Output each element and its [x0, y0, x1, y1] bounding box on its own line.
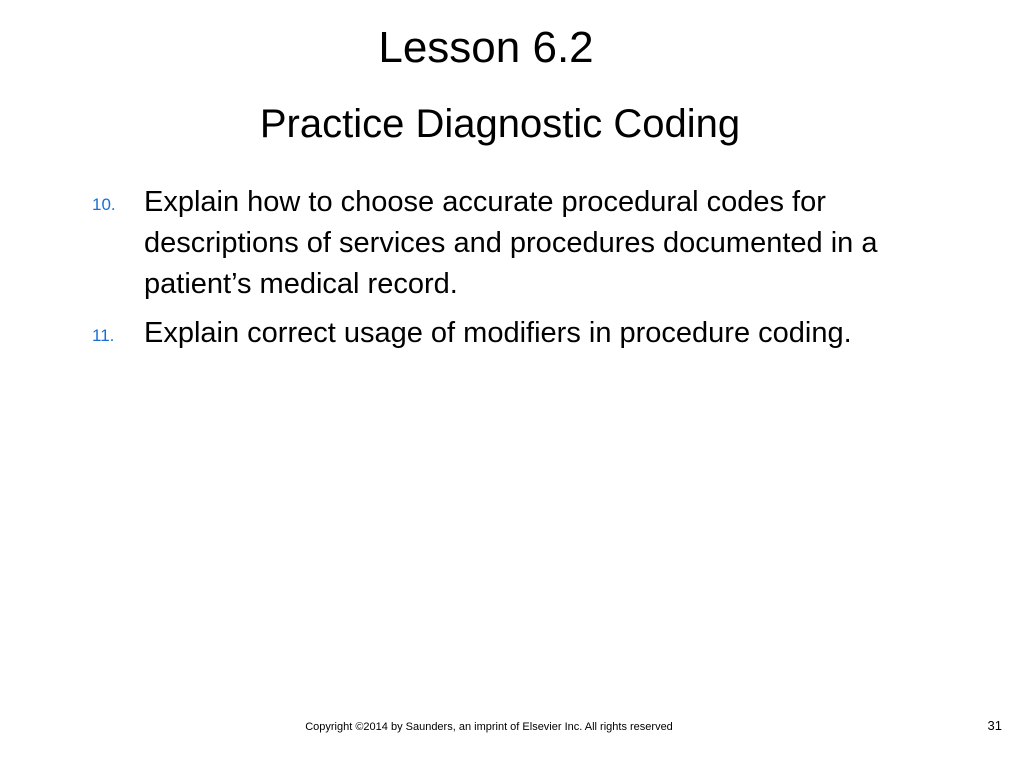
- lesson-title: Lesson 6.2: [378, 23, 594, 72]
- objective-text: Explain how to choose accurate procedural codes for descriptions of services and procedures documented in a patient’s medical record.: [144, 186, 878, 300]
- objective-text: Explain correct usage of modifiers in procedure coding.: [144, 317, 852, 349]
- objective-number: 10.: [92, 195, 116, 214]
- objective-item: [92, 313, 922, 354]
- objectives-list: [92, 182, 922, 362]
- objective-number: 11.: [92, 326, 115, 345]
- objective-item: [92, 182, 922, 305]
- page-number: 31: [987, 718, 1002, 733]
- footer-copyright: Copyright ©2014 by Saunders, an imprint of Elsevier Inc. All rights reserved: [305, 721, 673, 733]
- slide-subtitle: Practice Diagnostic Coding: [259, 102, 741, 146]
